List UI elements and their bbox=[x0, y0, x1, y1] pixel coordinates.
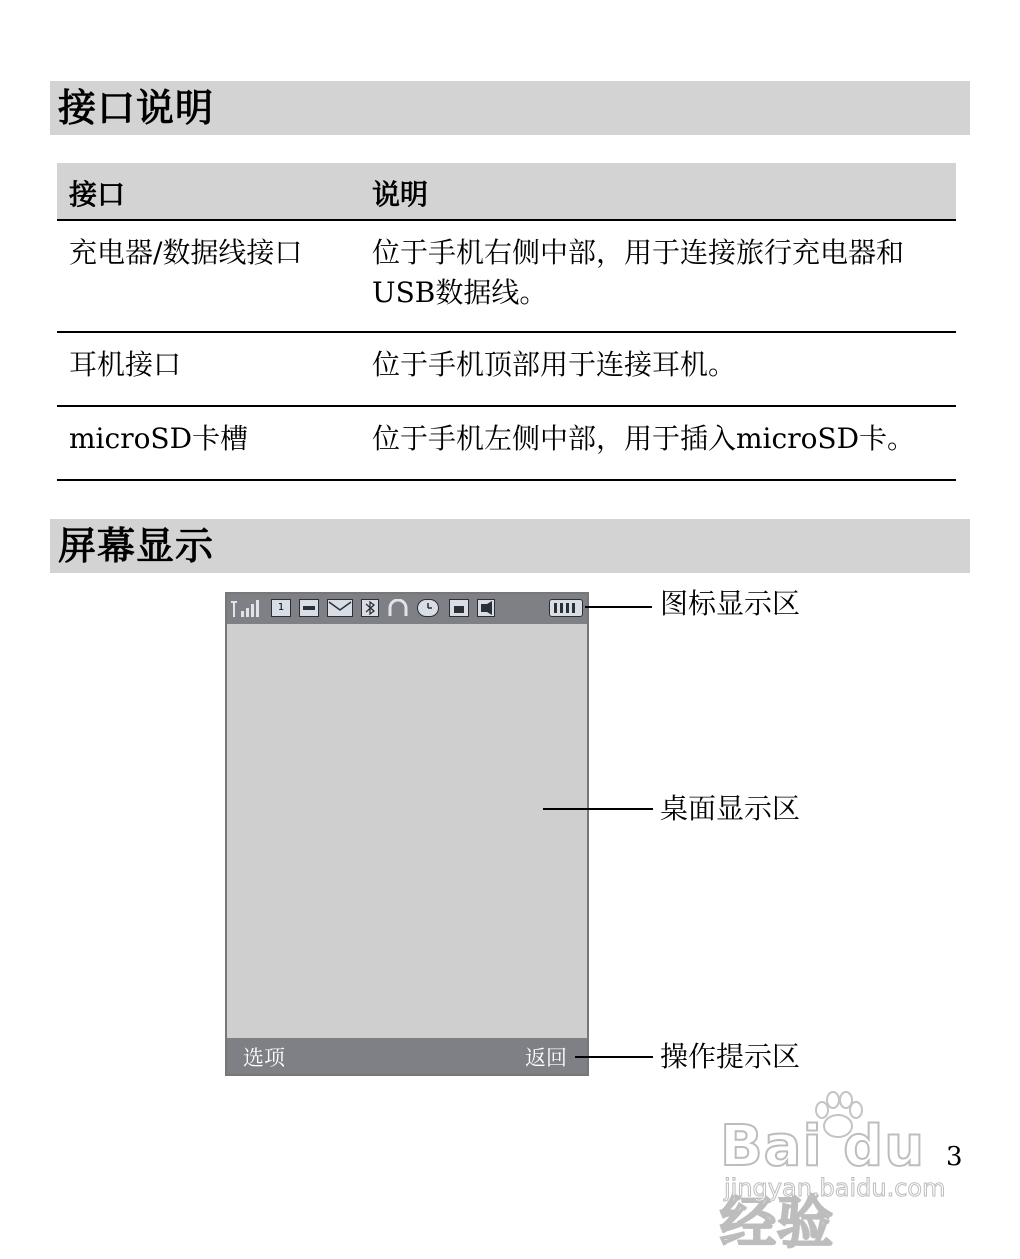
interface-table bbox=[57, 163, 956, 481]
header-description: 说明 bbox=[372, 178, 429, 211]
memory-card-icon bbox=[449, 599, 469, 617]
section-header-interfaces bbox=[50, 81, 970, 135]
status-bar bbox=[227, 594, 587, 624]
row-description bbox=[372, 345, 952, 385]
baidu-watermark bbox=[720, 1090, 965, 1256]
softkey-bar bbox=[227, 1038, 587, 1074]
bluetooth-icon bbox=[361, 599, 379, 617]
phone-screen bbox=[225, 592, 589, 1076]
table-header bbox=[57, 163, 956, 221]
battery-icon bbox=[549, 599, 583, 617]
row-description-line: 位于手机左侧中部，用于插入microSD卡。 bbox=[372, 422, 916, 455]
speaker-icon bbox=[477, 599, 495, 617]
callout-line-softkey bbox=[575, 1056, 653, 1058]
signal-icon bbox=[231, 599, 261, 617]
row-port: microSD卡槽 bbox=[69, 422, 249, 455]
table-row bbox=[57, 333, 956, 407]
callout-softkey-area: 操作提示区 bbox=[660, 1040, 801, 1073]
softkey-options[interactable]: 选项 bbox=[243, 1046, 285, 1070]
alarm-icon bbox=[417, 599, 439, 617]
sim-icon: 1 bbox=[271, 599, 291, 617]
header-port: 接口 bbox=[69, 178, 126, 211]
table-row bbox=[57, 407, 956, 481]
row-description-line: USB数据线。 bbox=[372, 276, 548, 309]
callout-desktop-area: 桌面显示区 bbox=[660, 792, 801, 825]
section-title: 屏幕显示 bbox=[58, 524, 215, 568]
row-port: 充电器/数据线接口 bbox=[69, 236, 303, 269]
watermark-url: jingyan.baidu.com bbox=[724, 1174, 946, 1202]
message-icon bbox=[327, 599, 353, 617]
softkey-back[interactable]: 返回 bbox=[525, 1046, 567, 1070]
row-description bbox=[372, 419, 952, 459]
battery-level-icon bbox=[299, 599, 319, 617]
row-description bbox=[372, 233, 952, 313]
callout-line-status bbox=[585, 606, 652, 608]
callout-status-area: 图标显示区 bbox=[660, 587, 801, 620]
row-port: 耳机接口 bbox=[69, 348, 182, 381]
callout-line-desktop bbox=[543, 808, 653, 810]
section-title: 接口说明 bbox=[58, 86, 215, 130]
row-description-line: 位于手机右侧中部，用于连接旅行充电器和 bbox=[372, 236, 905, 269]
row-description-line: 位于手机顶部用于连接耳机。 bbox=[372, 348, 737, 381]
table-row bbox=[57, 221, 956, 333]
watermark-logo: Bai du 经验 bbox=[720, 1114, 926, 1256]
page-number: 3 bbox=[946, 1142, 963, 1172]
headset-icon bbox=[387, 599, 409, 617]
section-header-screen bbox=[50, 519, 970, 573]
